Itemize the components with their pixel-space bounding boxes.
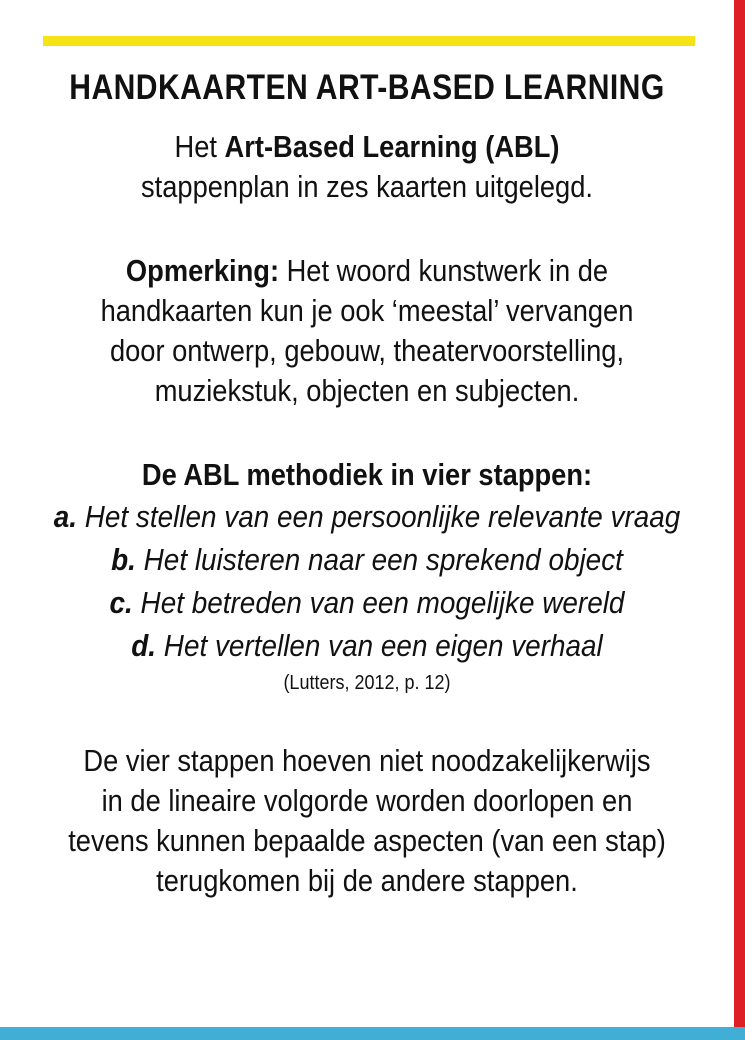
step-marker: b.	[111, 542, 136, 577]
note-line-1	[56, 251, 677, 291]
step-marker: c.	[109, 585, 133, 620]
step-text: Het luisteren naar een sprekend object	[135, 542, 623, 577]
red-edge-bar	[734, 0, 745, 1027]
intro-paragraph	[56, 127, 677, 207]
intro-line-2: stappenplan in zes kaarten uitgelegd.	[141, 169, 593, 204]
note-line-3: door ontwerp, gebouw, theatervoorstelling,	[109, 333, 625, 368]
closing-line-2: in de lineaire volgorde worden doorlopen en	[101, 783, 633, 818]
step-text: Het betreden van een mogelijke wereld	[132, 585, 625, 620]
list-item	[49, 495, 684, 538]
method-heading-text: De ABL methodiek in vier stappen:	[141, 457, 593, 492]
note-label: Opmerking:	[125, 253, 280, 288]
list-item	[49, 624, 684, 667]
intro-prefix: Het	[174, 129, 225, 164]
note-line-2: handkaarten kun je ook ‘meestal’ vervangen	[100, 293, 634, 328]
step-marker: d.	[131, 628, 157, 663]
note-line-1-rest: Het woord kunstwerk in de	[279, 253, 609, 288]
card-body	[0, 127, 734, 901]
method-heading	[56, 455, 677, 495]
note-paragraph	[56, 251, 677, 411]
step-text: Het stellen van een persoonlijke relevante vraag	[76, 499, 681, 534]
closing-paragraph	[56, 741, 677, 901]
step-text: Het vertellen van een eigen verhaal	[156, 628, 603, 663]
step-marker: a.	[53, 499, 77, 534]
list-item	[49, 538, 684, 581]
source-citation: (Lutters, 2012, p. 12)	[283, 672, 451, 694]
page-title: HANDKAARTEN ART-BASED LEARNING	[69, 68, 665, 107]
list-item	[49, 581, 684, 624]
closing-line-3: tevens kunnen bepaalde aspecten (van een stap)	[68, 823, 666, 858]
blue-edge-bar	[0, 1027, 745, 1040]
method-steps-list	[14, 495, 720, 667]
closing-line-1: De vier stappen hoeven niet noodzakelijkerwijs	[83, 743, 651, 778]
intro-bold-term: Art-Based Learning (ABL)	[224, 129, 560, 164]
closing-line-4: terugkomen bij de andere stappen.	[156, 863, 578, 898]
intro-line-1	[56, 127, 677, 167]
note-line-4: muziekstuk, objecten en subjecten.	[154, 373, 580, 408]
